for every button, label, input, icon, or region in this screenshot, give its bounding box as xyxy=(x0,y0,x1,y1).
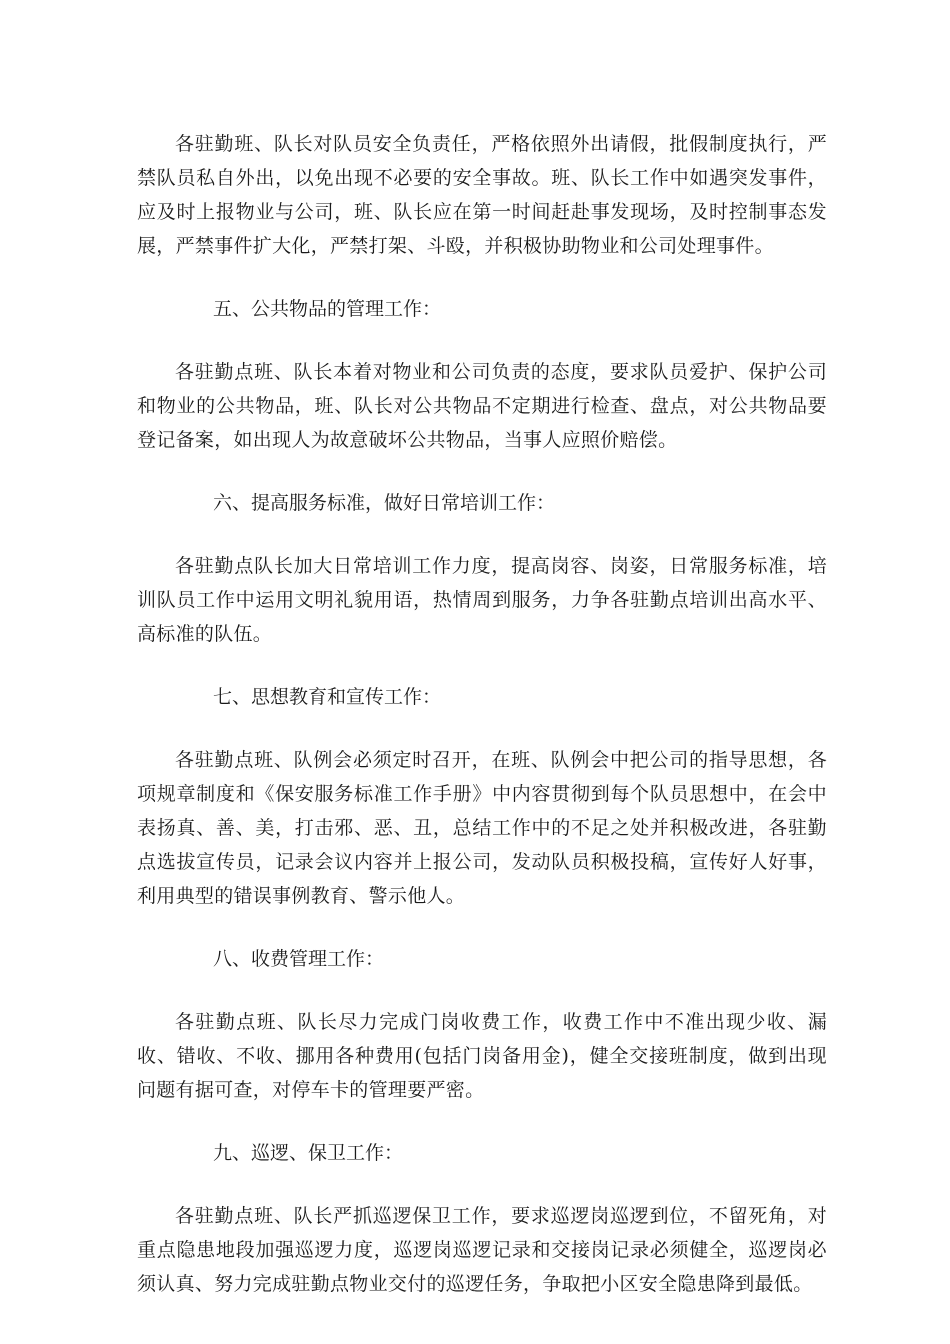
spacer xyxy=(137,976,827,1005)
spacer xyxy=(137,263,827,292)
paragraph-service-training: 各驻勤点队长加大日常培训工作力度，提高岗容、岗姿，日常服务标准，培训队员工作中运用文明礼貌用语，热情周到服务，力争各驻勤点培训出高水平、高标准的队伍。 xyxy=(137,555,827,645)
paragraph-patrol-security: 各驻勤点班、队长严抓巡逻保卫工作，要求巡逻岗巡逻到位，不留死角，对重点隐患地段加强巡逻力度，巡逻岗巡逻记录和交接岗记录必须健全，巡逻岗必须认真、努力完成驻勤点物业交付的巡逻任务，争取把小区安全隐患降到最低。 xyxy=(137,1205,827,1295)
paragraph-safety-responsibility: 各驻勤班、队长对队员安全负责任，严格依照外出请假，批假制度执行，严禁队员私自外出，以免出现不必要的安全事故。班、队长工作中如遇突发事件，应及时上报物业与公司，班、队长应在第一时间赶赴事发现场，及时控制事态发展，严禁事件扩大化，严禁打架、斗殴，并积极协助物业和公司处理事件。 xyxy=(137,133,827,257)
paragraph-education-publicity: 各驻勤点班、队例会必须定时召开，在班、队例会中把公司的指导思想，各项规章制度和《保安服务标准工作手册》中内容贯彻到每个队员思想中，在会中表扬真、善、美，打击邪、恶、丑，总结工作中的不足之处并积极改进，各驻勤点选拔宣传员，记录会议内容并上报公司，发动队员积极投稿，宣传好人好事，利用典型的错误事例教育、警示他人。 xyxy=(137,749,827,907)
spacer xyxy=(137,457,827,486)
spacer xyxy=(137,714,827,743)
heading-public-property: 五、公共物品的管理工作： xyxy=(213,298,442,320)
spacer xyxy=(137,1107,827,1136)
heading-patrol-security: 九、巡逻、保卫工作： xyxy=(213,1142,404,1164)
document-body xyxy=(137,127,827,1301)
paragraph-public-property: 各驻勤点班、队长本着对物业和公司负责的态度，要求队员爱护、保护公司和物业的公共物品，班、队长对公共物品不定期进行检查、盘点，对公共物品要登记备案，如出现人为故意破坏公共物品，当事人应照价赔偿。 xyxy=(137,361,827,451)
heading-education-publicity: 七、思想教育和宣传工作： xyxy=(213,686,442,708)
spacer xyxy=(137,651,827,680)
paragraph-fee-management: 各驻勤点班、队长尽力完成门岗收费工作，收费工作中不准出现少收、漏收、错收、不收、挪用各种费用(包括门岗备用金)，健全交接班制度，做到出现问题有据可查，对停车卡的管理要严密。 xyxy=(137,1011,827,1101)
spacer xyxy=(137,326,827,355)
heading-service-training: 六、提高服务标准，做好日常培训工作： xyxy=(213,492,556,514)
spacer xyxy=(137,520,827,549)
spacer xyxy=(137,1170,827,1199)
heading-fee-management: 八、收费管理工作： xyxy=(213,948,385,970)
spacer xyxy=(137,913,827,942)
